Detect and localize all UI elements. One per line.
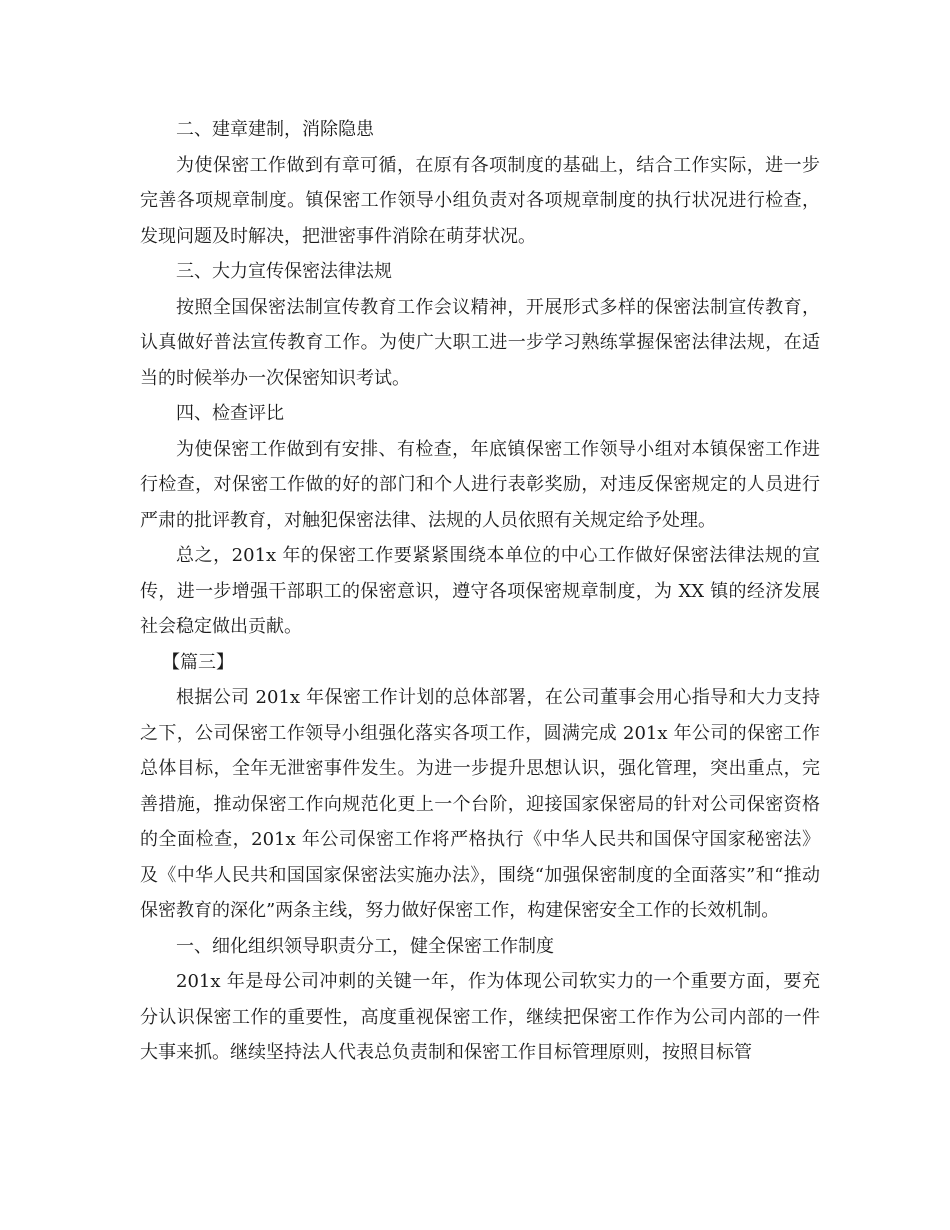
body-paragraph: 为使保密工作做到有章可循，在原有各项制度的基础上，结合工作实际，进一步完善各项规章制度。镇保密工作领导小组负责对各项规章制度的执行状况进行检查，发现问题及时解决，把泄密事件消除在萌芽状况。: [140, 154, 820, 247]
section-heading-2: 二、建章建制，消除隐患: [176, 119, 374, 140]
section-heading-3: 三、大力宣传保密法律法规: [176, 261, 392, 282]
document-page: [140, 112, 820, 1071]
conclusion-paragraph: 总之，201x 年的保密工作要紧紧围绕本单位的中心工作做好保密法律法规的宣传，进一步增强干部职工的保密意识，遵守各项保密规章制度，为 XX 镇的经济发展社会稳定做出贡献。: [140, 545, 820, 637]
section-heading-1: 一、细化组织领导职责分工，健全保密工作制度: [176, 935, 554, 957]
body-paragraph: 根据公司 201x 年保密工作计划的总体部署，在公司董事会用心指导和大力支持之下，公司保密工作领导小组强化落实各项工作，圆满完成 201x 年公司的保密工作总体目标，全年无泄密事件发生。为进一步提升思想认识，强化管理，突出重点，完善措施，推动保密工作向规范化更上一个台阶，迎接国家保密局的针对公司保密资格的全面检查，201x 年公司保密工作将严格执行《中华人民共和国保守国家秘密法》及《中华人民共和国国家保密法实施办法》，围绕“加强保密制度的全面落实”和“推动保密教育的深化”两条主线，努力做好保密工作，构建保密安全工作的长效机制。: [140, 687, 820, 921]
body-paragraph: 201x 年是母公司冲刺的关键一年，作为体现公司软实力的一个重要方面，要充分认识保密工作的重要性，高度重视保密工作，继续把保密工作作为公司内部的一件大事来抓。继续坚持法人代表总负责制和保密工作目标管理原则，按照目标管: [140, 971, 820, 1063]
body-paragraph: 按照全国保密法制宣传教育工作会议精神，开展形式多样的保密法制宣传教育，认真做好普法宣传教育工作。为使广大职工进一步学习熟练掌握保密法律法规，在适当的时候举办一次保密知识考试。: [140, 296, 820, 389]
body-paragraph: 为使保密工作做到有安排、有检查，年底镇保密工作领导小组对本镇保密工作进行检查，对保密工作做的好的部门和个人进行表彰奖励，对违反保密规定的人员进行严肃的批评教育，对触犯保密法律、法规的人员依照有关规定给予处理。: [140, 438, 820, 531]
section-heading-4: 四、检查评比: [176, 403, 284, 424]
part-label: 【篇三】: [162, 651, 234, 673]
